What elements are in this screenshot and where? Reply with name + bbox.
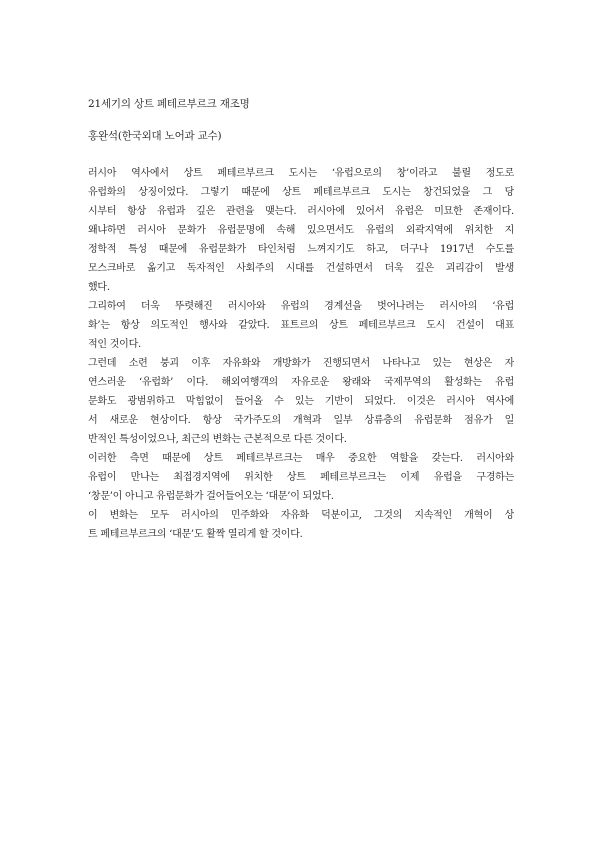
text-line: 이러한 측면 때문에 상트 페테르부르크는 매우 중요한 역할을 갖는다. 러시아와: [88, 453, 514, 464]
text-line: 러시아 역사에서 상트 페테르부르크 도시는 ‘유럽으로의 창’이라고 불릴 정도로: [88, 168, 514, 179]
document-title: 21세기의 상트 페테르부르크 재조명: [88, 98, 250, 110]
text-line: ‘창문’이 아니고 유럽문화가 걸어들어오는 ‘대문’이 되었다.: [88, 491, 334, 502]
text-line: 그리하여 더욱 뚜렷해진 러시아와 유럽의 경계선을 벗어나려는 러시아의 ‘유럽: [88, 301, 514, 312]
text-line: 적인 것이다.: [88, 339, 141, 350]
text-line: 연스러운 ‘유럽화’ 이다. 해외여행객의 자유로운 왕래와 국제무역의 활성화는 유럽: [88, 377, 514, 388]
text-line: 했다.: [88, 282, 110, 293]
text-line: 정학적 특성 때문에 유럽문화가 타인처럼 느껴지기도 하고, 더구나 1917년 수도를: [88, 244, 514, 255]
text-line: 그런데 소련 붕괴 이후 자유화와 개방화가 진행되면서 나타나고 있는 현상은 자: [88, 358, 514, 369]
author-line: 홍완석(한국외대 노어과 교수): [88, 130, 222, 142]
text-line: 유럽이 만나는 최접경지역에 위치한 상트 페테르부르크는 이제 유럽을 구경하는: [88, 472, 514, 483]
text-line: 모스크바로 옮기고 독자적인 사회주의 시대를 건설하면서 더욱 깊은 괴리감이 발생: [88, 263, 514, 274]
text-line: 반적인 특성이었으나, 최근의 변화는 근본적으로 다른 것이다.: [88, 434, 347, 445]
text-line: 트 페테르부르크의 ‘대문’도 활짝 열리게 할 것이다.: [88, 529, 303, 540]
text-line: 시부터 항상 유럽과 깊은 관련을 맺는다. 러시아에 있어서 유럽은 미묘한 존재이다.: [88, 206, 514, 217]
body-text: [88, 164, 514, 544]
text-line: 왜냐하면 러시아 문화가 유럽문명에 속해 있으면서도 유럽의 외곽지역에 위치한 지: [88, 225, 514, 236]
text-line: 서 새로운 현상이다. 항상 국가주도의 개혁과 일부 상류층의 유럽문화 점유가 일: [88, 415, 514, 426]
text-line: 화’는 항상 의도적인 행사와 같았다. 표트르의 상트 페테르부르크 도시 건설이 대표: [88, 320, 514, 331]
text-line: 이 변화는 모두 러시아의 민주화와 자유화 덕분이고, 그것의 지속적인 개혁이 상: [88, 510, 514, 521]
text-line: 문화도 광범위하고 막힘없이 들어올 수 있는 기반이 되었다. 이것은 러시아 역사에: [88, 396, 514, 407]
text-line: 유럽화의 상징이었다. 그렇기 때문에 상트 페테르부르크 도시는 창건되었을 그 당: [88, 187, 514, 198]
